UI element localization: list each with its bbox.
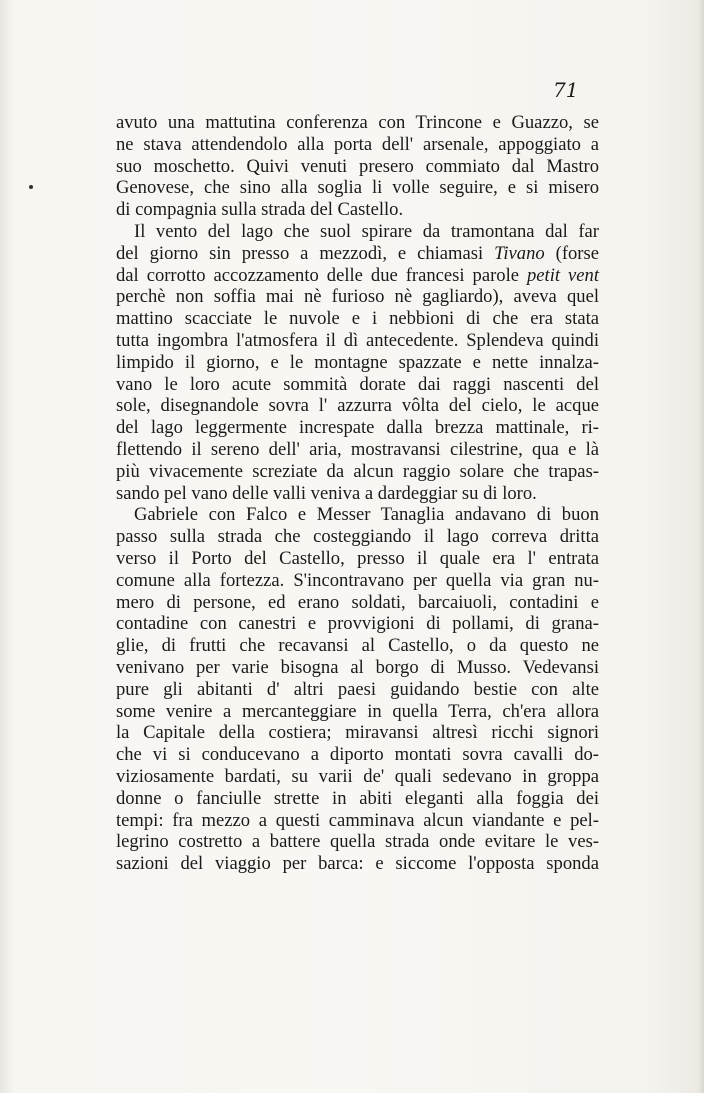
text-line: che vi si conducevano a diporto montati sovra cavalli do- bbox=[116, 744, 599, 766]
text-line: passo sulla strada che costeggiando il lago correva dritta bbox=[116, 526, 599, 548]
text-line: comune alla fortezza. S'incontravano per quella via gran nu- bbox=[116, 569, 599, 591]
text-line: Il vento del lago che suol spirare da tramontana dal far bbox=[134, 220, 599, 242]
page-edge-shadow bbox=[698, 0, 704, 1093]
text-line: sazioni del viaggio per barca: e siccome l'opposta sponda bbox=[116, 853, 599, 875]
text-line: Genovese, che sino alla soglia li volle seguire, e si misero bbox=[116, 177, 599, 199]
italic-term: Tivano bbox=[494, 242, 545, 264]
text-line: tutta ingombra l'atmosfera il dì antecedente. Splendeva quindi bbox=[116, 329, 599, 351]
text-line: del lago leggermente increspate dalla brezza mattinale, ri- bbox=[116, 417, 599, 439]
text-line: contadine con canestri e provvigioni di pollami, di grana- bbox=[116, 613, 599, 635]
text-line: verso il Porto del Castello, presso il quale era l' entrata bbox=[116, 547, 599, 569]
text-line: tempi: fra mezzo a questi camminava alcun viandante e pel- bbox=[116, 809, 599, 831]
text-line: glie, di frutti che recavansi al Castello, o da questo ne bbox=[116, 635, 599, 657]
text-line: più vivacemente screziate da alcun raggio solare che trapas- bbox=[116, 460, 599, 482]
text-line: avuto una mattutina conferenza con Trincone e Guazzo, se bbox=[116, 112, 599, 133]
page-number: 71 bbox=[553, 78, 579, 102]
text-line: viziosamente bardati, su varii de' quali sedevano in groppa bbox=[116, 765, 599, 787]
text-line: legrino costretto a battere quella strada onde evitare le ves- bbox=[116, 831, 599, 853]
text-line: pure gli abitanti d' altri paesi guidando bestie con alte bbox=[116, 678, 599, 700]
text-line: venivano per varie bisogna al borgo di Musso. Vedevansi bbox=[116, 656, 599, 678]
text-line: flettendo il sereno dell' aria, mostravansi cilestrine, qua e là bbox=[116, 438, 599, 460]
text-line: suo moschetto. Quivi venuti presero commiato dal Mastro bbox=[116, 155, 599, 177]
text-line: sando pel vano delle valli veniva a dardeggiar su di loro. bbox=[116, 482, 537, 504]
text-line: perchè non soffia mai nè furioso nè gagliardo), aveva quel bbox=[116, 286, 599, 308]
text-line: mero di persone, ed erano soldati, barcaiuoli, contadini e bbox=[116, 591, 599, 613]
text-line: limpido il giorno, e le montagne spazzate e nette innalza- bbox=[116, 351, 599, 373]
text-line: la Capitale della costiera; miravansi altresì ricchi signori bbox=[116, 722, 599, 744]
text-line: dal corrotto accozzamento delle due francesi parole petit vent bbox=[116, 264, 599, 286]
text-line: sole, disegnandole sovra l' azzurra vôlta del cielo, le acque bbox=[116, 395, 599, 417]
ink-speck bbox=[29, 185, 33, 189]
italic-term: petit vent bbox=[527, 264, 599, 286]
text-line: mattino scacciate le nuvole e i nebbioni di che era stata bbox=[116, 308, 599, 330]
text-line: di compagnia sulla strada del Castello. bbox=[116, 199, 404, 221]
text-line: donne o fanciulle strette in abiti eleganti alla foggia dei bbox=[116, 787, 599, 809]
text-line: vano le loro acute sommità dorate dai raggi nascenti del bbox=[116, 373, 599, 395]
text-line: ne stava attendendolo alla porta dell' arsenale, appoggiato a bbox=[116, 133, 599, 155]
text-line: some venire a mercanteggiare in quella Terra, ch'era allora bbox=[116, 700, 599, 722]
text-line: Gabriele con Falco e Messer Tanaglia andavano di buon bbox=[134, 504, 599, 526]
body-text bbox=[116, 112, 599, 875]
text-line: del giorno sin presso a mezzodì, e chiamasi Tivano (forse bbox=[116, 242, 599, 264]
